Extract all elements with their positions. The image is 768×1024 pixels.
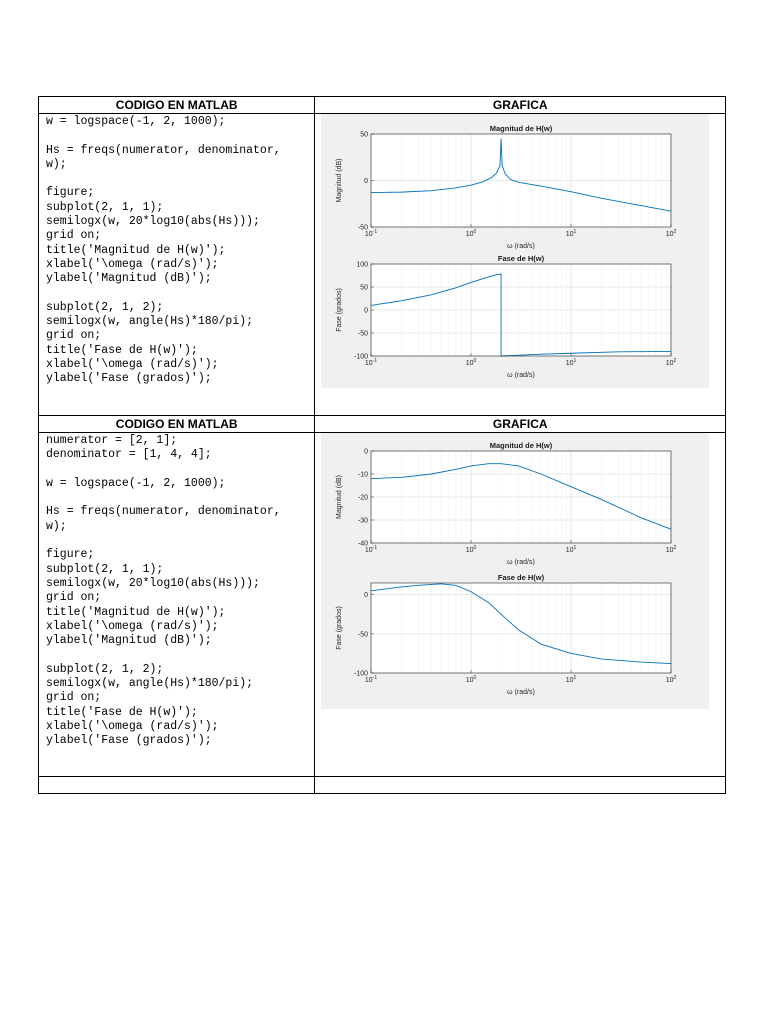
matlab-code-block: w = logspace(-1, 2, 1000); Hs = freqs(numerator, denominator, w); figure; subplot(2, 1, 1); semilogx(w, 20*log10(abs(Hs))); grid on; title('Magnitud de H(w)'); xlabel('\omega (rad/s)'); ylabel('Magnitud (dB)'); subplot(2, 1, 2); semilogx(w, angle(Hs)*180/pi); grid on; title('Fase de H(w)'); xlabel('\omega (rad/s)'); ylabel('Fase (grados)'); <box>46 115 281 386</box>
x-tick-label: $10^0$ <box>466 675 477 684</box>
plot-cell <box>315 114 726 416</box>
y-axis-label: Magnitud (dB) <box>336 158 344 203</box>
matlab-code-block: numerator = [2, 1]; denominator = [1, 4, 4]; w = logspace(-1, 2, 1000); Hs = freqs(numerator, denominator, w); figure; subplot(2, 1, 1); semilogx(w, 20*log10(abs(Hs))); grid on; title('Magnitud de H(w)'); xlabel('\omega (rad/s)'); ylabel('Magnitud (dB)'); subplot(2, 1, 2); semilogx(w, angle(Hs)*180/pi); grid on; title('Fase de H(w)'); xlabel('\omega (rad/s)'); ylabel('Fase (grados)'); <box>46 434 281 748</box>
y-tick-label: 50 <box>360 131 369 139</box>
x-axis-label: ω (rad/s) <box>507 559 536 566</box>
y-axis-label: Magnitud (dB) <box>336 475 344 519</box>
chart-title: Magnitud de H(w) <box>490 441 553 450</box>
empty-cell <box>39 777 315 794</box>
x-tick-label: $10^2$ <box>666 545 677 554</box>
chart-title: Fase de H(w) <box>498 254 545 263</box>
x-tick-label: $10^0$ <box>466 545 477 554</box>
plot-cell <box>315 433 726 777</box>
x-tick-label: $10^1$ <box>566 675 577 684</box>
x-tick-label: $10^0$ <box>466 358 477 367</box>
header-code-cell: CODIGO EN MATLAB <box>39 97 315 114</box>
bode-figure <box>321 433 709 709</box>
y-tick-label: -50 <box>358 330 369 338</box>
table-header-row <box>39 97 726 114</box>
x-tick-label: $10^{-1}$ <box>365 545 378 554</box>
table-row <box>39 433 726 777</box>
x-axis-label: ω (rad/s) <box>507 243 536 250</box>
bode-figure <box>321 114 709 388</box>
y-axis-label: Fase (grados) <box>336 288 344 332</box>
x-tick-label: $10^1$ <box>566 545 577 554</box>
x-tick-label: $10^2$ <box>666 229 677 238</box>
y-tick-label: -50 <box>358 631 369 639</box>
x-tick-label: $10^2$ <box>666 675 677 684</box>
x-tick-label: $10^2$ <box>666 358 677 367</box>
y-tick-label: -40 <box>358 540 369 548</box>
y-tick-label: 0 <box>364 592 369 600</box>
code-cell <box>39 114 315 416</box>
x-tick-label: $10^0$ <box>466 229 477 238</box>
x-tick-label: $10^{-1}$ <box>365 675 378 684</box>
code-graph-table <box>38 96 726 794</box>
x-tick-label: $10^1$ <box>566 229 577 238</box>
code-cell <box>39 433 315 777</box>
y-tick-label: 100 <box>356 261 369 269</box>
table-header-row <box>39 416 726 433</box>
x-axis-label: ω (rad/s) <box>507 689 536 696</box>
y-axis-label: Fase (grados) <box>336 606 344 650</box>
y-tick-label: 0 <box>364 178 369 185</box>
x-tick-label: $10^{-1}$ <box>365 358 378 367</box>
y-tick-label: 0 <box>364 448 369 456</box>
x-axis-label: ω (rad/s) <box>507 372 536 379</box>
y-tick-label: 50 <box>360 284 369 292</box>
x-tick-label: $10^{-1}$ <box>365 229 378 238</box>
y-tick-label: -10 <box>358 471 369 479</box>
y-tick-label: -20 <box>358 494 369 502</box>
x-tick-label: $10^1$ <box>566 358 577 367</box>
header-plot-cell: GRAFICA <box>315 416 726 433</box>
chart-title: Fase de H(w) <box>498 573 545 582</box>
header-plot-cell: GRAFICA <box>315 97 726 114</box>
y-tick-label: -100 <box>354 353 369 361</box>
plot-area <box>371 583 671 673</box>
chart-title: Magnitud de H(w) <box>490 124 553 133</box>
y-tick-label: -50 <box>358 224 369 232</box>
header-code-cell: CODIGO EN MATLAB <box>39 416 315 433</box>
empty-row <box>39 777 726 794</box>
table-row <box>39 114 726 416</box>
y-tick-label: -30 <box>358 517 369 525</box>
empty-cell <box>315 777 726 794</box>
y-tick-label: 0 <box>364 307 369 315</box>
y-tick-label: -100 <box>354 670 369 678</box>
